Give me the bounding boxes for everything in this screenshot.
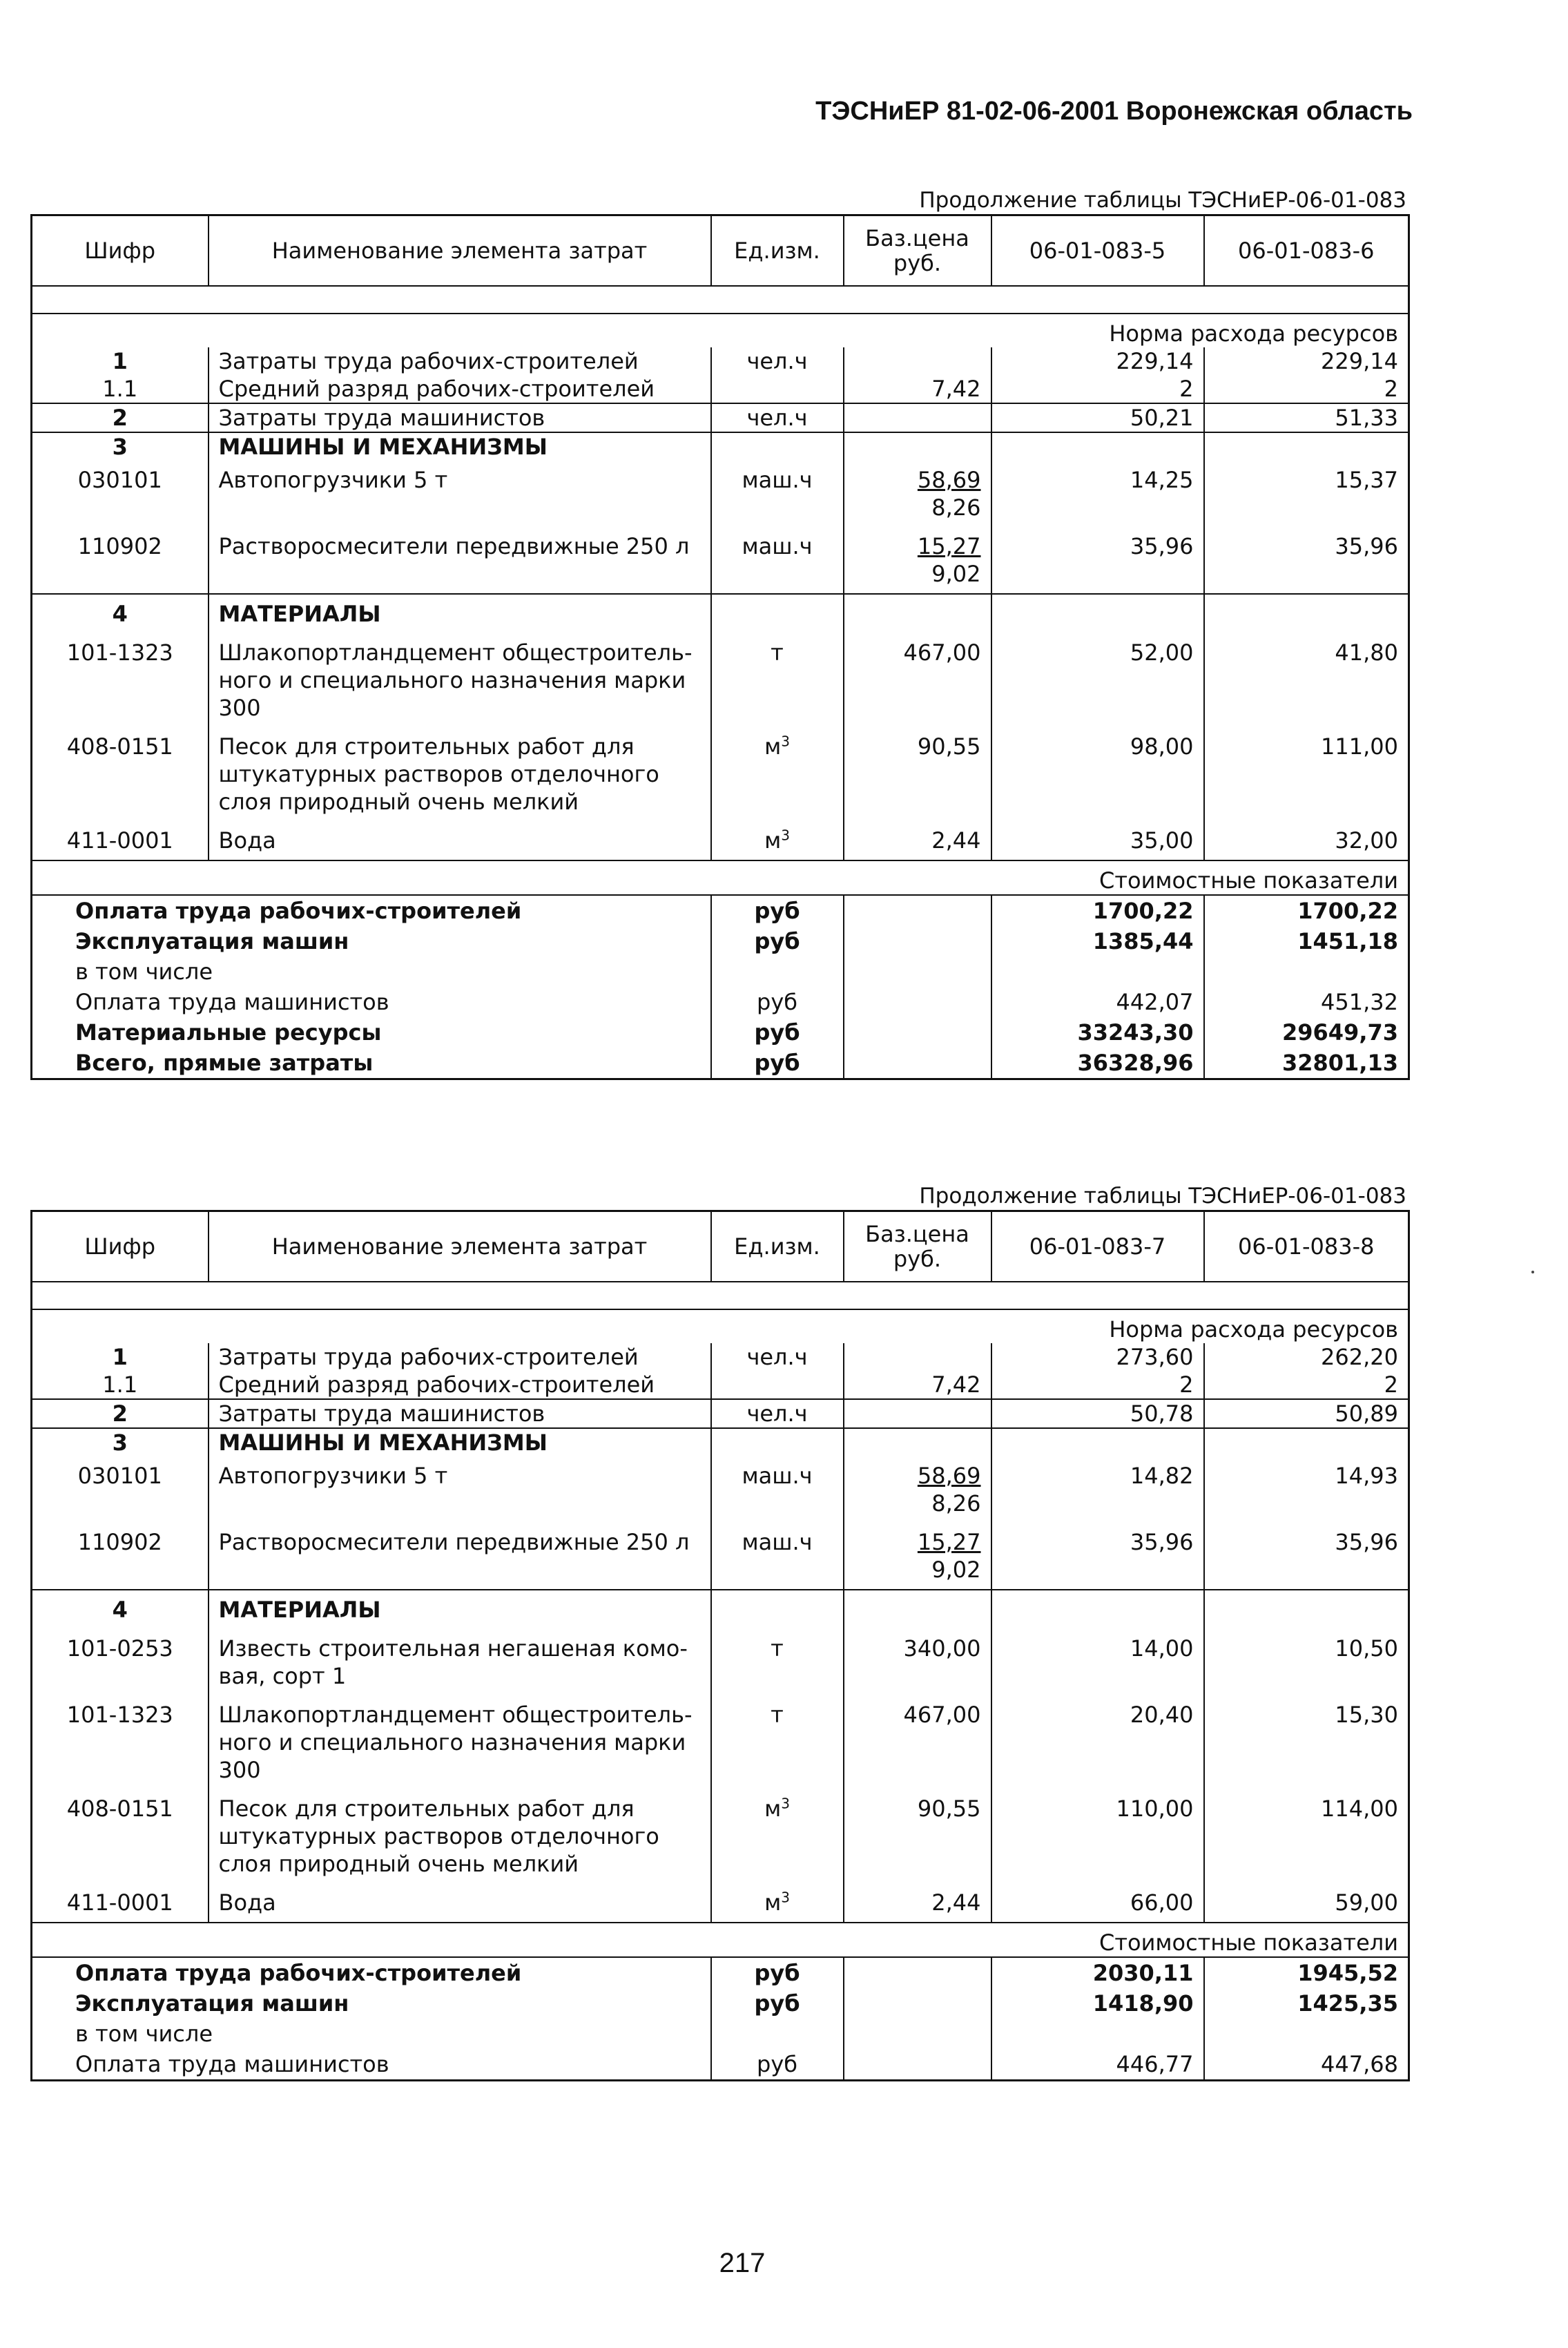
price-cell: 340,00 xyxy=(844,1629,991,1695)
name-cell: Шлакопортландцемент общестроитель-ного и специального назначения марки 300 xyxy=(209,633,711,727)
unit-cell xyxy=(711,1428,844,1456)
unit-cell xyxy=(711,1590,844,1629)
name-cell: Растворосмесители передвижные 250 л xyxy=(209,1523,711,1590)
value-cell-variant-1: 50,78 xyxy=(991,1399,1204,1428)
value-cell-variant-2: 15,30 xyxy=(1335,1702,1398,1728)
column-header-variant-2: 06-01-083-8 xyxy=(1204,1211,1409,1282)
cost-row xyxy=(32,987,1409,1017)
column-header-unit: Ед.изм. xyxy=(711,215,844,287)
material-row xyxy=(32,633,1409,727)
value-cell-variant-2: 262,20 xyxy=(1321,1344,1398,1370)
unit-cell: чел.ч xyxy=(711,403,844,432)
name-cell: МАТЕРИАЛЫ xyxy=(209,1590,711,1629)
name-cell: Песок для строительных работ для штукатурных растворов отделочного слоя природный очень мелкий xyxy=(209,727,711,821)
name-cell: Вода xyxy=(209,1883,711,1923)
cost-price-cell xyxy=(844,926,991,956)
cost-unit-cell: руб xyxy=(711,926,844,956)
value-cell-variant-2: 51,33 xyxy=(1204,403,1409,432)
value-cell-variant-1: 50,21 xyxy=(991,403,1204,432)
code-cell: 1 xyxy=(32,347,209,375)
value-cell-variant-1: 110,00 xyxy=(991,1789,1204,1883)
machine-row xyxy=(32,1456,1409,1523)
value-cell-variant-2: 229,14 xyxy=(1321,348,1398,374)
cost-unit-cell: руб xyxy=(711,1017,844,1048)
price-cell xyxy=(844,594,991,633)
unit-cell: чел.ч xyxy=(711,347,844,375)
cost-name-cell: Материальные ресурсы xyxy=(32,1017,711,1048)
cost-value-variant-2 xyxy=(1204,2019,1409,2049)
material-row xyxy=(32,727,1409,821)
table-continuation-label: Продолжение таблицы ТЭСНиЕР-06-01-083 xyxy=(919,1184,1406,1209)
value-cell-variant-1: 14,00 xyxy=(991,1629,1204,1695)
estimate-table-2 xyxy=(30,1182,1408,2081)
cost-value-variant-1: 33243,30 xyxy=(991,1017,1204,1048)
code-cell: 2 xyxy=(32,403,209,432)
price-machinist: 8,26 xyxy=(931,494,981,521)
name-cell: Вода xyxy=(209,821,711,860)
material-row xyxy=(32,821,1409,860)
price-machinist: 8,26 xyxy=(931,1490,981,1517)
price-main: 58,69 xyxy=(917,467,981,493)
value-cell-variant-2: 59,00 xyxy=(1335,1889,1398,1916)
value-cell-variant-1: 52,00 xyxy=(991,633,1204,727)
cost-value-variant-2: 451,32 xyxy=(1321,989,1398,1015)
name-cell: Растворосмесители передвижные 250 л xyxy=(209,527,711,594)
material-row xyxy=(32,1789,1409,1883)
cost-row xyxy=(32,2019,1409,2049)
cost-row xyxy=(32,1017,1409,1048)
price-main: 15,27 xyxy=(917,1529,981,1555)
code-cell: 030101 xyxy=(32,1456,209,1523)
value-cell-variant-1: 35,00 xyxy=(991,821,1204,860)
unit-cell xyxy=(711,375,844,403)
cost-value-variant-2: 447,68 xyxy=(1321,2051,1398,2077)
cost-price-cell xyxy=(844,1957,991,1988)
cost-row xyxy=(32,2049,1409,2081)
table-header-row xyxy=(32,1211,1409,1282)
code-cell: 411-0001 xyxy=(32,821,209,860)
unit-cell: чел.ч xyxy=(711,1343,844,1371)
cost-value-variant-1: 446,77 xyxy=(991,2049,1204,2081)
table-continuation-label: Продолжение таблицы ТЭСНиЕР-06-01-083 xyxy=(919,188,1406,213)
material-row xyxy=(32,1629,1409,1695)
price-machinist: 9,02 xyxy=(931,561,981,587)
cost-unit-cell: руб xyxy=(711,895,844,926)
unit-cell: чел.ч xyxy=(711,1399,844,1428)
price-cell xyxy=(844,461,991,527)
cost-price-cell xyxy=(844,1017,991,1048)
cost-value-variant-1: 442,07 xyxy=(991,987,1204,1017)
value-cell-variant-2: 32,00 xyxy=(1335,827,1398,854)
cost-value-variant-2 xyxy=(1204,956,1409,987)
price-cell xyxy=(844,403,991,432)
labor-row xyxy=(32,403,1409,432)
unit-exponent: 3 xyxy=(781,733,790,750)
price-cell xyxy=(844,347,991,375)
labor-row xyxy=(32,347,1409,375)
name-cell: МАТЕРИАЛЫ xyxy=(209,594,711,633)
code-cell: 1.1 xyxy=(32,1371,209,1399)
page-number: 217 xyxy=(719,2248,766,2278)
cost-name-cell: Оплата труда машинистов xyxy=(32,987,711,1017)
name-cell: МАШИНЫ И МЕХАНИЗМЫ xyxy=(209,1428,711,1456)
labor-row xyxy=(32,1399,1409,1428)
table-header-row xyxy=(32,215,1409,287)
cost-value-variant-1: 2030,11 xyxy=(991,1957,1204,1988)
name-cell: Затраты труда машинистов xyxy=(209,403,711,432)
value-cell-variant-1: 2 xyxy=(991,1371,1204,1399)
price-main: 15,27 xyxy=(917,533,981,559)
cost-price-cell xyxy=(844,2019,991,2049)
cost-unit-cell: руб xyxy=(711,1988,844,2019)
price-cell: 7,42 xyxy=(844,375,991,403)
unit-exponent: 3 xyxy=(781,1795,790,1812)
unit-cell: т xyxy=(711,1695,844,1789)
price-machinist: 9,02 xyxy=(931,1557,981,1583)
column-header-variant-2: 06-01-083-6 xyxy=(1204,215,1409,287)
cost-unit-cell xyxy=(711,956,844,987)
unit-exponent: 3 xyxy=(781,1889,790,1906)
name-cell: Затраты труда машинистов xyxy=(209,1399,711,1428)
unit-cell xyxy=(711,432,844,461)
price-cell xyxy=(844,432,991,461)
page-header-title: ТЭСНиЕР 81-02-06-2001 Воронежская область xyxy=(815,97,1413,126)
name-cell: Автопогрузчики 5 т xyxy=(209,1456,711,1523)
cost-value-variant-1: 36328,96 xyxy=(991,1048,1204,1079)
code-cell: 1 xyxy=(32,1343,209,1371)
unit-cell xyxy=(711,821,844,860)
price-cell: 90,55 xyxy=(844,1789,991,1883)
unit-text: м xyxy=(764,1796,782,1822)
section-row-resource-norm xyxy=(32,314,1409,347)
cost-value-variant-1 xyxy=(991,956,1204,987)
value-cell-variant-1: 14,25 xyxy=(991,461,1204,527)
name-cell: Автопогрузчики 5 т xyxy=(209,461,711,527)
materials-heading-row xyxy=(32,594,1409,633)
name-cell: Затраты труда рабочих-строителей xyxy=(209,1343,711,1371)
machines-heading-row xyxy=(32,432,1409,461)
value-cell-variant-2: 10,50 xyxy=(1335,1635,1398,1662)
value-cell-variant-2: 35,96 xyxy=(1335,1529,1398,1555)
labor-row xyxy=(32,375,1409,403)
unit-cell: маш.ч xyxy=(711,1456,844,1523)
cost-value-variant-1: 1418,90 xyxy=(991,1988,1204,2019)
section-label: Норма расхода ресурсов xyxy=(32,1309,1409,1343)
value-cell-variant-1 xyxy=(991,1428,1204,1456)
cost-price-cell xyxy=(844,895,991,926)
column-header-unit: Ед.изм. xyxy=(711,1211,844,1282)
name-cell: Средний разряд рабочих-строителей xyxy=(209,1371,711,1399)
cost-name-cell: Всего, прямые затраты xyxy=(32,1048,711,1079)
name-cell: Песок для строительных работ для штукатурных растворов отделочного слоя природный очень мелкий xyxy=(209,1789,711,1883)
cost-row xyxy=(32,895,1409,926)
value-cell-variant-1: 14,82 xyxy=(991,1456,1204,1523)
code-cell: 1.1 xyxy=(32,375,209,403)
value-cell-variant-2: 15,37 xyxy=(1335,467,1398,493)
column-header-price: Баз.цена руб. xyxy=(844,1211,991,1282)
unit-exponent: 3 xyxy=(781,827,790,844)
materials-heading-row xyxy=(32,1590,1409,1629)
unit-cell xyxy=(711,727,844,821)
value-cell-variant-2 xyxy=(1204,432,1409,461)
cost-value-variant-1: 1385,44 xyxy=(991,926,1204,956)
cost-price-cell xyxy=(844,1048,991,1079)
material-row xyxy=(32,1883,1409,1923)
cost-row xyxy=(32,926,1409,956)
value-cell-variant-1 xyxy=(991,594,1204,633)
name-cell: Затраты труда рабочих-строителей xyxy=(209,347,711,375)
value-cell-variant-1 xyxy=(991,1590,1204,1629)
value-cell-variant-2: 2 xyxy=(1384,1372,1398,1398)
cost-name-cell: в том числе xyxy=(32,956,711,987)
cost-value-variant-1 xyxy=(991,2019,1204,2049)
cost-value-variant-2: 32801,13 xyxy=(1281,1050,1398,1076)
code-cell: 408-0151 xyxy=(32,727,209,821)
cost-name-cell: Оплата труда машинистов xyxy=(32,2049,711,2081)
price-cell xyxy=(844,1523,991,1590)
value-cell-variant-1: 229,14 xyxy=(991,347,1204,375)
section-label: Норма расхода ресурсов xyxy=(32,314,1409,347)
machine-row xyxy=(32,527,1409,594)
code-cell: 3 xyxy=(32,432,209,461)
name-cell: МАШИНЫ И МЕХАНИЗМЫ xyxy=(209,432,711,461)
code-cell: 3 xyxy=(32,1428,209,1456)
cost-value-variant-2: 1945,52 xyxy=(1204,1957,1409,1988)
value-cell-variant-1: 2 xyxy=(991,375,1204,403)
machine-row xyxy=(32,1523,1409,1590)
cost-price-cell xyxy=(844,956,991,987)
code-cell: 110902 xyxy=(32,527,209,594)
cost-row xyxy=(32,1048,1409,1079)
labor-row xyxy=(32,1371,1409,1399)
cost-price-cell xyxy=(844,2049,991,2081)
code-cell: 4 xyxy=(32,1590,209,1629)
resource-table xyxy=(30,214,1410,1080)
unit-cell xyxy=(711,1789,844,1883)
name-cell: Шлакопортландцемент общестроитель-ного и специального назначения марки 300 xyxy=(209,1695,711,1789)
code-cell: 101-1323 xyxy=(32,1695,209,1789)
code-cell: 408-0151 xyxy=(32,1789,209,1883)
cost-row xyxy=(32,1988,1409,2019)
value-cell-variant-1: 98,00 xyxy=(991,727,1204,821)
unit-text: м xyxy=(764,733,782,760)
cost-value-variant-2: 1451,18 xyxy=(1297,928,1398,954)
spacer-row xyxy=(32,1282,1409,1309)
price-main: 58,69 xyxy=(917,1463,981,1489)
column-header-variant-1: 06-01-083-5 xyxy=(991,215,1204,287)
cost-name-cell: Эксплуатация машин xyxy=(32,1988,711,2019)
value-cell-variant-2: 114,00 xyxy=(1321,1796,1398,1822)
cost-row xyxy=(32,1957,1409,1988)
section-label: Стоимостные показатели xyxy=(32,860,1409,895)
cost-name-cell: Эксплуатация машин xyxy=(32,926,711,956)
price-cell: 2,44 xyxy=(844,821,991,860)
cost-value-variant-2: 29649,73 xyxy=(1281,1019,1398,1046)
value-cell-variant-2: 2 xyxy=(1384,376,1398,402)
price-cell xyxy=(844,1456,991,1523)
unit-cell: маш.ч xyxy=(711,1523,844,1590)
cost-unit-cell: руб xyxy=(711,987,844,1017)
value-cell-variant-1: 20,40 xyxy=(991,1695,1204,1789)
scan-speck xyxy=(1531,1271,1534,1273)
material-row xyxy=(32,1695,1409,1789)
price-cell xyxy=(844,1590,991,1629)
unit-cell: т xyxy=(711,1629,844,1695)
unit-cell: т xyxy=(711,633,844,727)
value-cell-variant-1: 35,96 xyxy=(991,527,1204,594)
column-header-code: Шифр xyxy=(32,1211,209,1282)
cost-unit-cell: руб xyxy=(711,1048,844,1079)
cost-price-cell xyxy=(844,987,991,1017)
unit-text: м xyxy=(764,827,782,854)
estimate-table-1 xyxy=(30,186,1408,1080)
unit-cell xyxy=(711,594,844,633)
cost-name-cell: в том числе xyxy=(32,2019,711,2049)
cost-unit-cell: руб xyxy=(711,1957,844,1988)
value-cell-variant-1: 273,60 xyxy=(991,1343,1204,1371)
column-header-name: Наименование элемента затрат xyxy=(209,1211,711,1282)
name-cell: Средний разряд рабочих-строителей xyxy=(209,375,711,403)
code-cell: 4 xyxy=(32,594,209,633)
cost-unit-cell: руб xyxy=(711,2049,844,2081)
unit-cell xyxy=(711,1883,844,1923)
code-cell: 411-0001 xyxy=(32,1883,209,1923)
labor-row xyxy=(32,1343,1409,1371)
section-row-resource-norm xyxy=(32,1309,1409,1343)
value-cell-variant-1 xyxy=(991,432,1204,461)
price-cell: 90,55 xyxy=(844,727,991,821)
unit-text: м xyxy=(764,1889,782,1916)
column-header-code: Шифр xyxy=(32,215,209,287)
cost-name-cell: Оплата труда рабочих-строителей xyxy=(32,1957,711,1988)
cost-row xyxy=(32,956,1409,987)
section-row-cost-indicators xyxy=(32,1923,1409,1957)
column-header-price: Баз.цена руб. xyxy=(844,215,991,287)
cost-value-variant-2: 1425,35 xyxy=(1297,1990,1398,2017)
code-cell: 101-1323 xyxy=(32,633,209,727)
code-cell: 101-0253 xyxy=(32,1629,209,1695)
price-cell: 7,42 xyxy=(844,1371,991,1399)
value-cell-variant-2: 50,89 xyxy=(1204,1399,1409,1428)
price-cell xyxy=(844,1343,991,1371)
value-cell-variant-1: 66,00 xyxy=(991,1883,1204,1923)
value-cell-variant-2: 41,80 xyxy=(1335,639,1398,666)
price-cell: 467,00 xyxy=(844,633,991,727)
cost-unit-cell xyxy=(711,2019,844,2049)
cost-value-variant-1: 1700,22 xyxy=(991,895,1204,926)
unit-cell xyxy=(711,1371,844,1399)
cost-name-cell: Оплата труда рабочих-строителей xyxy=(32,895,711,926)
value-cell-variant-2: 111,00 xyxy=(1321,733,1398,760)
code-cell: 110902 xyxy=(32,1523,209,1590)
value-cell-variant-2: 35,96 xyxy=(1335,533,1398,559)
unit-cell: маш.ч xyxy=(711,461,844,527)
machines-heading-row xyxy=(32,1428,1409,1456)
price-cell xyxy=(844,1428,991,1456)
cost-value-variant-2: 1700,22 xyxy=(1204,895,1409,926)
value-cell-variant-1: 35,96 xyxy=(991,1523,1204,1590)
column-header-name: Наименование элемента затрат xyxy=(209,215,711,287)
price-cell: 2,44 xyxy=(844,1883,991,1923)
price-cell: 467,00 xyxy=(844,1695,991,1789)
value-cell-variant-2 xyxy=(1204,1590,1409,1629)
section-row-cost-indicators xyxy=(32,860,1409,895)
machine-row xyxy=(32,461,1409,527)
value-cell-variant-2 xyxy=(1204,594,1409,633)
price-cell xyxy=(844,1399,991,1428)
value-cell-variant-2 xyxy=(1204,1428,1409,1456)
column-header-variant-1: 06-01-083-7 xyxy=(991,1211,1204,1282)
code-cell: 030101 xyxy=(32,461,209,527)
value-cell-variant-2: 14,93 xyxy=(1335,1463,1398,1489)
code-cell: 2 xyxy=(32,1399,209,1428)
name-cell: Известь строительная негашеная комо-вая, сорт 1 xyxy=(209,1629,711,1695)
section-label: Стоимостные показатели xyxy=(32,1923,1409,1957)
resource-table xyxy=(30,1210,1410,2081)
cost-price-cell xyxy=(844,1988,991,2019)
spacer-row xyxy=(32,286,1409,314)
unit-cell: маш.ч xyxy=(711,527,844,594)
price-cell xyxy=(844,527,991,594)
